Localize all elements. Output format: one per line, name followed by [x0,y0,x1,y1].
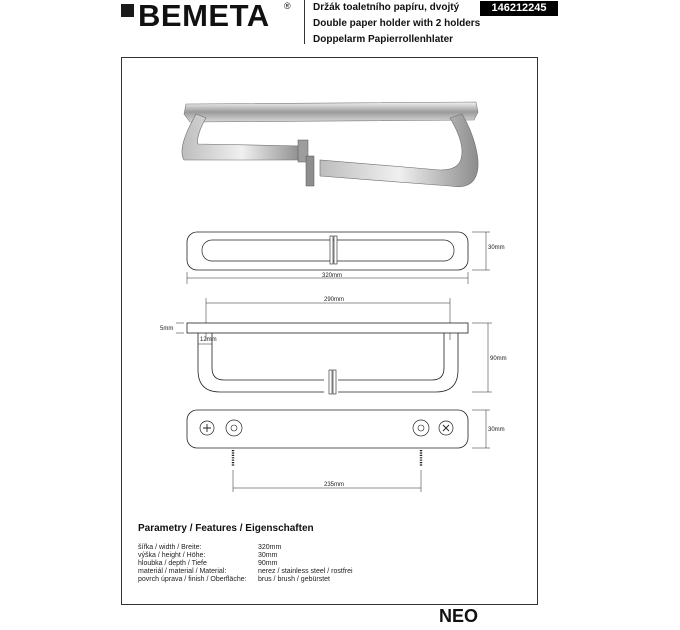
model-name: NEO [439,606,479,626]
spec-value: nerez / stainless steel / rostfrei [258,568,353,575]
dim-height-front: 30mm [488,245,505,251]
spec-label: šířka / width / Breite: [138,544,202,551]
top-view [160,297,507,394]
features-title: Parametry / Features / Eigenschaften [138,523,314,534]
product-photo [182,102,478,187]
dim-arm: 12mm [200,337,217,343]
front-view [187,232,505,284]
dim-width-total: 320mm [322,273,343,279]
product-name-cz: Držák toaletního papíru, dvojtý [313,2,460,13]
spec-value: brus / brush / gebürstet [258,576,330,583]
spec-label: materiál / material / Material: [138,568,227,575]
back-view [187,410,505,492]
spec-value: 30mm [258,552,278,559]
dim-plate-depth: 5mm [160,326,174,332]
dim-depth: 90mm [490,356,507,362]
product-code: 146212245 [480,1,558,16]
spec-value: 90mm [258,560,278,567]
product-name-en: Double paper holder with 2 holders [313,18,481,29]
spec-value: 320mm [258,544,282,551]
spec-label: povrch úprava / finish / Oberfläche: [138,576,247,583]
brand-logo: BEMETA [138,0,270,33]
registered-mark: ® [284,1,291,11]
dim-height-back: 30mm [488,427,505,433]
spec-label: hloubka / depth / Tiefe [138,560,207,567]
dim-inner-width: 290mm [324,297,345,303]
product-name-de: Doppelarm Papierrollenhlater [313,34,454,45]
spec-label: výška / height / Höhe: [138,552,206,559]
dim-screw-spacing: 235mm [324,482,345,488]
